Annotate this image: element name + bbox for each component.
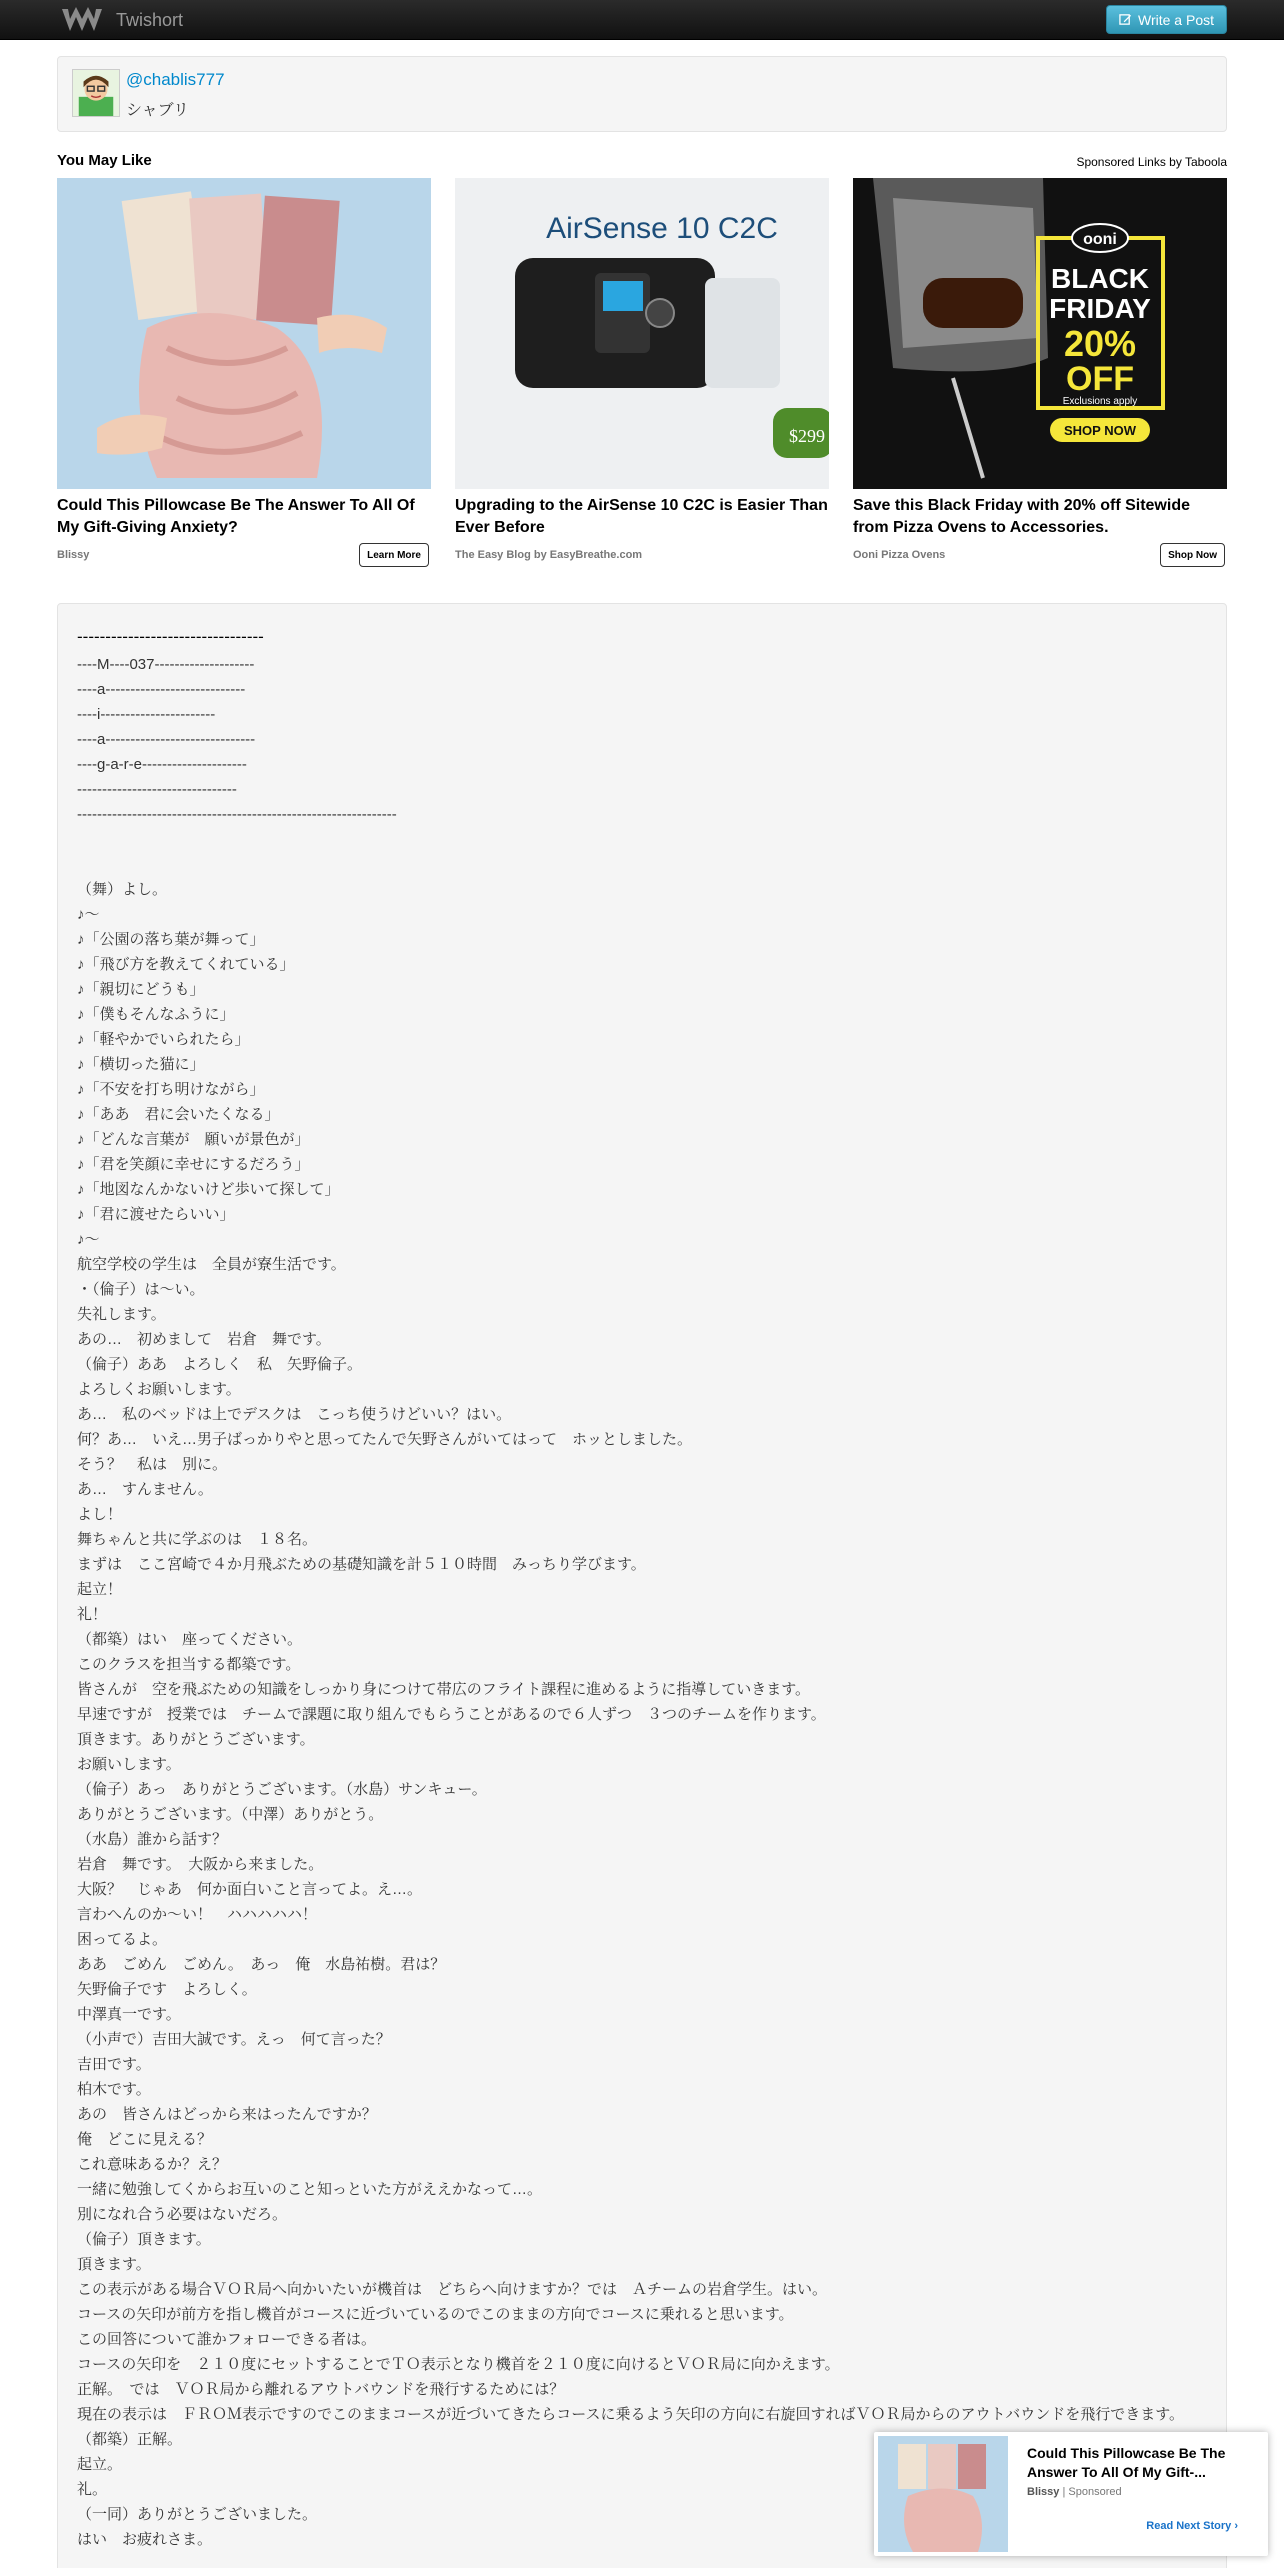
floating-ad-source: Blissy | Sponsored (1027, 2486, 1122, 2498)
author-card (57, 56, 1227, 132)
post-line: 困ってるよ。 (77, 1931, 168, 1948)
post-line: （都築）はい 座ってください。 (77, 1631, 303, 1648)
edit-icon (1119, 13, 1132, 26)
post-line: 礼！ (77, 1606, 108, 1623)
post-line: ありがとうございます。（中澤）ありがとう。 (77, 1806, 384, 1823)
post-line: コースの矢印が前方を指し機首がコースに近づいているのでこのままの方向でコースに乗れると思います。 (77, 2306, 794, 2323)
post-line: そう？ 私は 別に。 (77, 1456, 228, 1473)
post-line: このクラスを担当する都築です。 (77, 1656, 301, 1673)
post-line: 一緒に勉強してくからお互いのこと知っといた方がええかなって…。 (77, 2181, 543, 2198)
post-line: あ… すんません。 (77, 1481, 213, 1498)
ad-image-line4: OFF (1066, 360, 1134, 398)
post-line: （小声で）吉田大誠です。えっ 何て言った？ (77, 2031, 391, 2048)
post-line: コースの矢印を ２１０度にセットすることでＴＯ表示となり機首を２１０度に向けるとＶＯＲ局に向かえます。 (77, 2356, 840, 2373)
sponsored-ad-card[interactable] (57, 178, 431, 567)
shop-now-button[interactable]: Shop Now (1160, 543, 1225, 567)
post-line: 矢野倫子です よろしく。 (77, 1981, 257, 1998)
ad-image-line1: BLACK (1051, 263, 1149, 294)
write-post-button[interactable] (1106, 5, 1227, 34)
learn-more-button[interactable]: Learn More (359, 543, 429, 567)
post-line: （倫子）頂きます。 (77, 2231, 211, 2248)
post-line: ♪「ああ 君に会いたくなる」 (77, 1106, 280, 1123)
post-line: ----a---------------------------- (77, 681, 246, 698)
avatar[interactable] (72, 69, 120, 117)
post-line: （舞）よし。 (77, 881, 168, 898)
author-display-name: シャブリ (126, 102, 190, 119)
post-line: ・（倫子）は～い。 (77, 1281, 205, 1298)
ad-source: The Easy Blog by EasyBreathe.com (455, 549, 643, 561)
post-line (77, 852, 1217, 877)
post-line: ああ ごめん ごめん。 あっ 俺 水島祐樹。君は？ (77, 1956, 446, 1973)
post-line: 航空学校の学生は 全員が寮生活です。 (77, 1256, 346, 1273)
ad-image-heading: AirSense 10 C2C (546, 212, 778, 245)
post-line: ♪「親切にどうも」 (77, 981, 205, 998)
post-line: ♪～ (77, 906, 100, 923)
post-line: （倫子）あっ ありがとうございます。（水島）サンキュー。 (77, 1781, 487, 1798)
post-line: 舞ちゃんと共に学ぶのは １８名。 (77, 1531, 318, 1548)
ad-source: Blissy (57, 549, 90, 561)
post-line: 現在の表示は ＦＲＯＭ表示ですのでこのままコースが近づいてきたらコースに乗るよう矢印の方向に右旋回すればＶＯＲ局からのアウトバウンドを飛行できます。 (77, 2406, 1185, 2423)
write-post-label: Write a Post (1138, 11, 1214, 28)
post-line: 俺 どこに見える？ (77, 2131, 213, 2148)
post-line: まずは ここ宮崎で４か月飛ぶための基礎知識を計５１０時間 みっちり学びます。 (77, 1556, 646, 1573)
post-line: （都築）正解。 (77, 2431, 183, 2448)
ad-title[interactable]: Upgrading to the AirSense 10 C2C is Easier Than Ever Before (455, 497, 828, 536)
post-line (77, 827, 1217, 852)
floating-ad-title[interactable]: Could This Pillowcase Be The Answer To All Of My Gift-... (1027, 2445, 1226, 2480)
ad-title[interactable]: Save this Black Friday with 20% off Sitewide from Pizza Ovens to Accessories. (853, 497, 1190, 536)
ad-image-airsense[interactable] (455, 178, 829, 489)
post-line: ♪「僕もそんなふうに」 (77, 1006, 235, 1023)
post-line: 吉田です。 (77, 2056, 151, 2073)
post-line: ♪「不安を打ち明けながら」 (77, 1081, 265, 1098)
ad-image-ooni[interactable] (853, 178, 1227, 489)
ad-image-price: $299 (789, 426, 825, 446)
post-line: ♪「飛び方を教えてくれている」 (77, 956, 295, 973)
sponsored-ad-card[interactable] (455, 178, 829, 567)
post-line: この回答について誰かフォローできる者は。 (77, 2331, 376, 2348)
brand-name: Twishort (116, 9, 184, 30)
post-text (77, 652, 1217, 2552)
post-line: お願いします。 (77, 1756, 181, 1773)
post-line: ----g-a-r-e--------------------- (77, 756, 247, 773)
floating-ad[interactable] (874, 2432, 1268, 2556)
sponsored-links-label[interactable]: Sponsored Links by Taboola (1076, 155, 1227, 169)
post-line: あ… 私のベッドは上でデスクは こっち使うけどいい？はい。 (77, 1406, 512, 1423)
post-line: 皆さんが 空を飛ぶための知識をしっかり身につけて帯広のフライト課程に進めるように指導していきます。 (77, 1681, 811, 1698)
post-line: この表示がある場合ＶＯＲ局へ向かいたいが機首は どちらへ向けますか？では Ａチームの岩倉学生。はい。 (77, 2281, 828, 2298)
author-handle-link[interactable]: @chablis777 (126, 70, 225, 89)
ad-image-line2: FRIDAY (1049, 293, 1151, 324)
post-line: 柏木です。 (77, 2081, 151, 2098)
post-line: 頂きます。ありがとうございます。 (77, 1731, 315, 1748)
post-line: ♪「公園の落ち葉が舞って」 (77, 931, 265, 948)
ad-source: Ooni Pizza Ovens (853, 549, 946, 561)
post-line: -------------------------------- (77, 781, 237, 798)
post-line: 別になれ合う必要はないだろ。 (77, 2206, 288, 2223)
post-line: 早速ですが 授業では チームで課題に取り組んでもらうことがあるので６人ずつ ３つのチームを作ります。 (77, 1706, 826, 1723)
top-navbar (0, 0, 1284, 40)
post-line: これ意味あるか？え？ (77, 2156, 228, 2173)
brand-link[interactable] (60, 5, 183, 35)
post-line: 何？あ… いえ…男子ばっかりやと思ってたんで矢野さんがいてはって ホッとしました。 (77, 1431, 693, 1448)
post-line: 正解。 では ＶＯＲ局から離れるアウトバウンドを飛行するためには？ (77, 2381, 565, 2398)
ad-image-line3: 20% (1063, 323, 1137, 364)
post-line: 礼。 (77, 2481, 108, 2498)
read-next-story-link[interactable]: Read Next Story › (1146, 2520, 1238, 2532)
post-line: ♪「軽やかでいられたら」 (77, 1031, 250, 1048)
ad-image-note: Exclusions apply (1062, 396, 1138, 407)
ad-title[interactable]: Could This Pillowcase Be The Answer To All Of My Gift-Giving Anxiety? (57, 497, 415, 536)
post-line: あの 皆さんはどっから来はったんですか？ (77, 2106, 377, 2123)
you-may-like-heading: You May Like (57, 152, 152, 169)
post-line: 起立。 (77, 2456, 123, 2473)
post-line: 起立！ (77, 1581, 123, 1598)
ad-image-pillowcase[interactable] (57, 178, 431, 489)
ad-image-button: SHOP NOW (1064, 423, 1136, 438)
post-line: ----a------------------------------ (77, 731, 256, 748)
post-line: ----M----037-------------------- (77, 656, 255, 673)
post-line: 大阪？ じゃあ 何か面白いこと言ってよ。え…。 (77, 1881, 423, 1898)
post-line: ♪「君に渡せたらいい」 (77, 1206, 235, 1223)
post-line: 言わへんのか～い！ ハハハハハ！ (77, 1906, 318, 1923)
twishort-logo-icon (60, 7, 104, 33)
post-line: よろしくお願いします。 (77, 1381, 241, 1398)
ad-image-brand: ooni (1083, 231, 1117, 248)
post-line: ♪「どんな言葉が 願いが景色が」 (77, 1131, 310, 1148)
post-line: 失礼します。 (77, 1306, 166, 1323)
post-line: ♪「地図なんかないけど歩いて探して」 (77, 1181, 340, 1198)
post-line: （一同）ありがとうございました。 (77, 2506, 318, 2523)
post-line: あの… 初めまして 岩倉 舞です。 (77, 1331, 331, 1348)
post-line: ♪「君を笑顔に幸せにするだろう」 (77, 1156, 310, 1173)
post-line: 中澤真一です。 (77, 2006, 181, 2023)
post-line: よし！ (77, 1506, 123, 1523)
post-header-line: --------------------------------- (77, 627, 264, 646)
floating-ad-image[interactable] (878, 2436, 1008, 2552)
post-line: はい お疲れさま。 (77, 2531, 213, 2548)
post-line: ♪「横切った猫に」 (77, 1056, 205, 1073)
post-body (57, 603, 1227, 2568)
post-line: （水島）誰から話す？ (77, 1831, 228, 1848)
post-line: ---------------------------------------------------------------- (77, 806, 397, 823)
post-line: ----i----------------------- (77, 706, 216, 723)
post-line: ♪～ (77, 1231, 100, 1248)
post-line: 頂きます。 (77, 2256, 151, 2273)
post-line: （倫子）ああ よろしく 私 矢野倫子。 (77, 1356, 363, 1373)
post-line: 岩倉 舞です。 大阪から来ました。 (77, 1856, 324, 1873)
sponsored-ad-card[interactable] (853, 178, 1227, 567)
